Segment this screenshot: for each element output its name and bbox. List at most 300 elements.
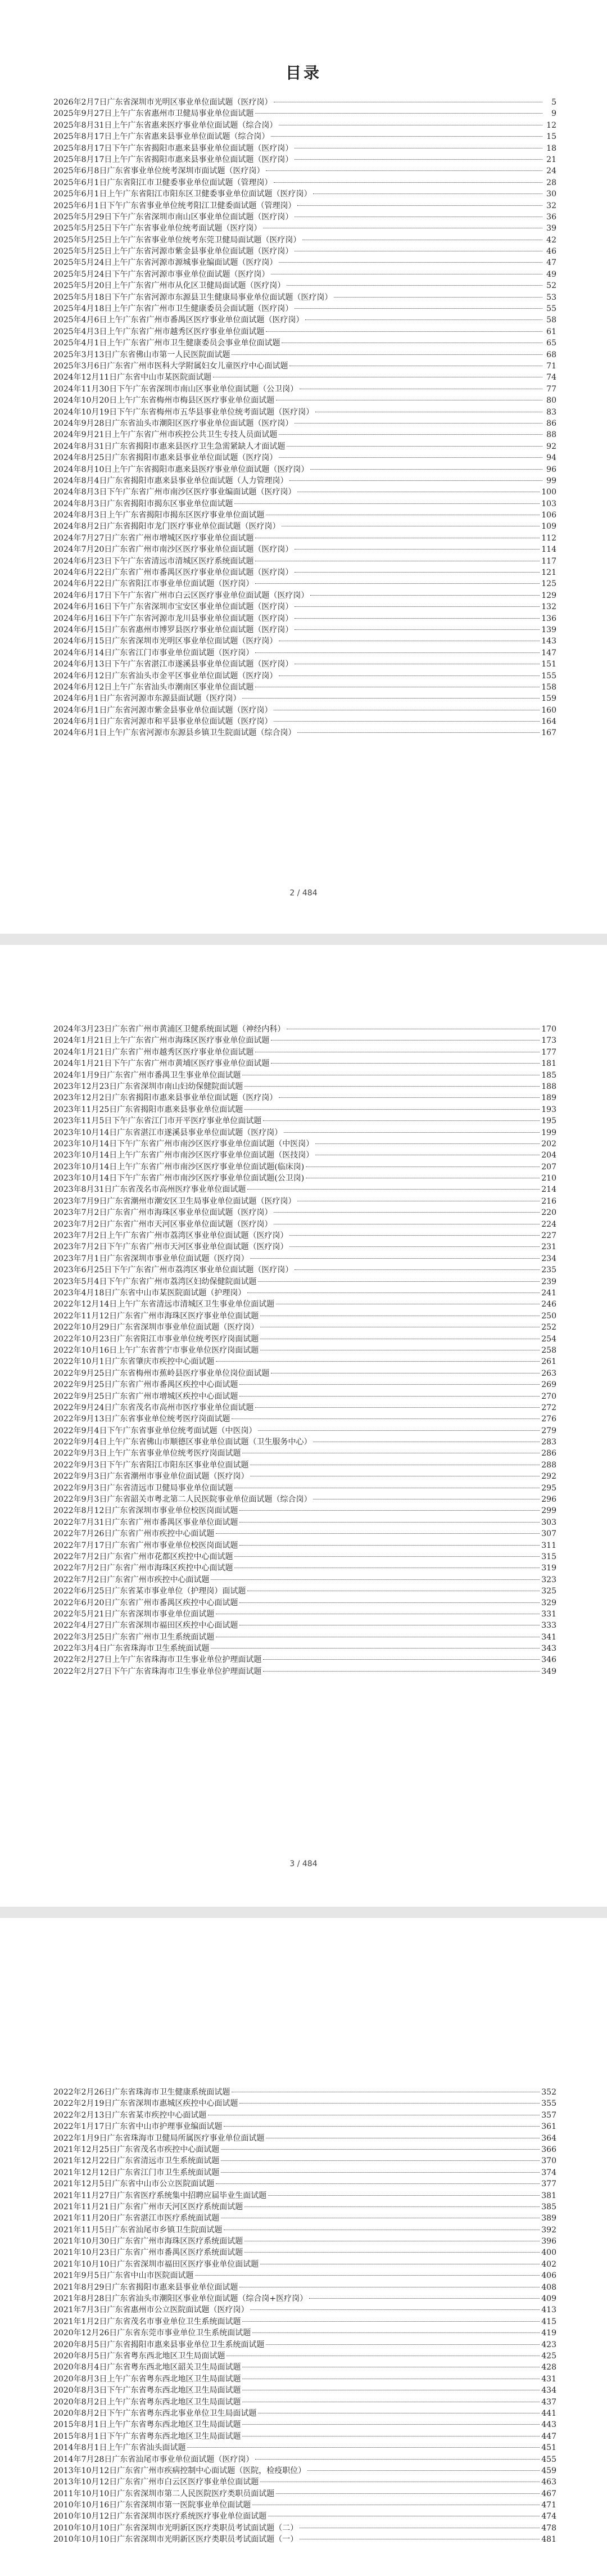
toc-entry[interactable] — [53, 1115, 556, 1127]
toc-entry-title[interactable]: 2022年5月21日广东省深圳市事业单位面试题 — [53, 1609, 215, 1619]
toc-entry-title[interactable]: 2023年12月23日广东省深圳市南山妇幼保健院面试题 — [53, 1082, 243, 1091]
toc-entry-page-number[interactable]: 415 — [541, 2317, 556, 2326]
toc-entry-title[interactable]: 2025年8月17日上午广东省惠来县事业单位面试题（综合岗） — [53, 132, 270, 142]
toc-entry[interactable] — [53, 1632, 556, 1643]
toc-entry-title[interactable]: 2023年7月1日广东省深圳市事业单位面试题（医疗岗） — [53, 1254, 249, 1263]
toc-entry-title[interactable]: 2022年7月31日广东省广州市番禺区事业单位面试题 — [53, 1517, 238, 1527]
toc-entry-page-number[interactable]: 143 — [541, 637, 556, 646]
toc-entry-page-number[interactable]: 235 — [541, 1266, 556, 1275]
toc-entry-title[interactable]: 2022年9月3日广东省韶关市粤北第二人民医院事业单位面试题（综合岗） — [53, 1495, 312, 1505]
toc-entry[interactable] — [53, 314, 556, 326]
toc-entry[interactable] — [53, 544, 556, 555]
toc-entry-page-number[interactable]: 164 — [541, 717, 556, 727]
toc-entry-title[interactable]: 2024年6月16日下午广东省深圳市宝安区事业单位面试题（医疗岗） — [53, 602, 293, 612]
toc-entry[interactable] — [53, 1092, 556, 1104]
toc-entry[interactable] — [53, 1264, 556, 1276]
toc-entry[interactable] — [53, 1666, 556, 1677]
toc-entry-page-number[interactable]: 65 — [546, 339, 556, 348]
toc-entry-page-number[interactable]: 204 — [541, 1151, 556, 1160]
toc-entry-page-number[interactable]: 292 — [541, 1472, 556, 1481]
toc-entry-title[interactable]: 2021年12月5日广东省中山市公立医院面试题 — [53, 2179, 215, 2189]
toc-entry[interactable] — [53, 2121, 556, 2132]
toc-entry[interactable] — [53, 2236, 556, 2247]
toc-entry-title[interactable]: 2023年7月2日广东省广州市天河区事业单位面试题（医疗岗） — [53, 1219, 273, 1229]
toc-entry[interactable] — [53, 636, 556, 647]
toc-entry-title[interactable]: 2021年10月30日广东省广州市海珠区医疗系统面试题 — [53, 2237, 243, 2246]
toc-entry[interactable] — [53, 2442, 556, 2453]
toc-entry[interactable] — [53, 1310, 556, 1322]
toc-entry-title[interactable]: 2022年2月13日广东省某市疾控中心面试题 — [53, 2110, 207, 2120]
toc-entry[interactable] — [53, 2316, 556, 2327]
toc-entry-page-number[interactable]: 21 — [546, 155, 556, 164]
toc-entry-title[interactable]: 2023年6月25日下午广东省广州市荔湾区事业单位面试题（医疗岗） — [53, 1266, 293, 1275]
toc-entry[interactable] — [53, 510, 556, 521]
toc-entry[interactable] — [53, 269, 556, 280]
toc-entry-title[interactable]: 2024年6月1日广东省河源市紫金县事业单位面试题（医疗岗） — [53, 705, 273, 715]
toc-entry[interactable] — [53, 1230, 556, 1241]
toc-entry-title[interactable]: 2023年7月9日广东省潮州市潮安区卫生局事业单位面试题（医疗岗） — [53, 1196, 296, 1206]
toc-entry[interactable] — [53, 2454, 556, 2465]
toc-entry[interactable] — [53, 188, 556, 200]
toc-entry[interactable] — [53, 1379, 556, 1390]
toc-entry-page-number[interactable]: 9 — [551, 109, 556, 119]
toc-entry-title[interactable]: 2010年10月10日广东省深圳市光明新区医疗类职员考试面试题（一） — [53, 2535, 298, 2545]
toc-entry[interactable] — [53, 521, 556, 532]
toc-entry[interactable] — [53, 1287, 556, 1299]
toc-entry[interactable] — [53, 1413, 556, 1425]
toc-entry-page-number[interactable]: 136 — [541, 614, 556, 623]
toc-entry-title[interactable]: 2010年10月16日广东省深圳市第一医院事业单位面试题 — [53, 2501, 251, 2510]
toc-entry-title[interactable]: 2022年9月3日上午广东省事业单位统考医疗岗面试题 — [53, 1449, 241, 1458]
toc-entry[interactable] — [53, 407, 556, 418]
toc-entry-title[interactable]: 2022年7月2日广东省广州市花都区疾控中心面试题 — [53, 1552, 233, 1561]
toc-entry[interactable] — [53, 1024, 556, 1035]
toc-entry-title[interactable]: 2022年3月25日广东省广州市卫生系统面试题 — [53, 1632, 215, 1642]
toc-entry-page-number[interactable]: 132 — [541, 602, 556, 612]
toc-entry-title[interactable]: 2024年8月3日下午广东省广州市南沙区医疗事业编面试题（医疗岗） — [53, 488, 296, 497]
toc-entry-page-number[interactable]: 189 — [541, 1093, 556, 1103]
toc-entry-title[interactable]: 2022年7月2日广东省广州市海珠区疾控中心面试题 — [53, 1564, 233, 1573]
toc-entry-title[interactable]: 2023年8月31日广东省茂名市高州医疗事业单位面试题 — [53, 1185, 246, 1195]
toc-entry[interactable] — [53, 1494, 556, 1505]
toc-entry-page-number[interactable]: 24 — [546, 166, 556, 176]
toc-entry[interactable] — [53, 2224, 556, 2236]
toc-entry-page-number[interactable]: 80 — [546, 396, 556, 406]
toc-entry[interactable] — [53, 1620, 556, 1631]
toc-entry-title[interactable]: 2025年8月31日上午广东省惠来医疗事业单位面试题（综合岗） — [53, 120, 278, 130]
toc-entry-title[interactable]: 2023年10月14日上午广东省广州市南沙区医疗事业单位面试题(临床岗) — [53, 1162, 305, 1172]
toc-entry-page-number[interactable]: 61 — [546, 327, 556, 336]
toc-entry[interactable] — [53, 1035, 556, 1046]
toc-entry-title[interactable]: 2022年11月12日广东省广州市海珠区医疗事业单位面试题 — [53, 1311, 259, 1321]
toc-entry-page-number[interactable]: 423 — [541, 2340, 556, 2349]
toc-entry-page-number[interactable]: 112 — [541, 533, 556, 543]
toc-entry[interactable] — [53, 2339, 556, 2350]
toc-entry-title[interactable]: 2021年11月27日广东省医疗系统集中招聘应届毕业生面试题 — [53, 2191, 267, 2200]
toc-entry-title[interactable]: 2015年8月1日上午广东省粤东西北地区卫生局面试题 — [53, 2420, 241, 2430]
toc-entry-title[interactable]: 2025年6月1日下午广东省事业单位统考阳江卫健委面试题（管理岗） — [53, 201, 296, 210]
toc-entry-page-number[interactable]: 441 — [541, 2408, 556, 2418]
toc-entry-title[interactable]: 2023年11月25日广东省揭阳市惠来县事业单位面试题 — [53, 1105, 243, 1114]
toc-entry-page-number[interactable]: 151 — [541, 660, 556, 669]
toc-entry-title[interactable]: 2020年8月3日上午广东省粤东西北地区卫生局面试题 — [53, 2374, 241, 2384]
toc-entry-title[interactable]: 2025年6月1日广东省阳江市卫健委事业单位面试题（管理岗） — [53, 178, 273, 187]
toc-entry[interactable] — [53, 2144, 556, 2155]
toc-entry-page-number[interactable]: 32 — [546, 201, 556, 210]
toc-entry-page-number[interactable]: 52 — [546, 281, 556, 291]
toc-entry-title[interactable]: 2024年1月21日广东省广州市越秀区医疗事业单位面试题 — [53, 1047, 254, 1057]
toc-entry-title[interactable]: 2023年12月2日广东省揭阳市惠来县事业单位面试题（医疗岗） — [53, 1093, 278, 1103]
toc-entry-title[interactable]: 2021年1月2日广东省茂名市事业单位卫生系统面试题 — [53, 2317, 241, 2326]
toc-entry-page-number[interactable]: 357 — [541, 2110, 556, 2120]
toc-entry-page-number[interactable]: 402 — [541, 2259, 556, 2269]
toc-entry[interactable] — [53, 1356, 556, 1367]
toc-entry[interactable] — [53, 2465, 556, 2476]
toc-entry-page-number[interactable]: 170 — [541, 1025, 556, 1034]
toc-entry[interactable] — [53, 246, 556, 257]
toc-entry-page-number[interactable]: 455 — [541, 2455, 556, 2464]
toc-entry[interactable] — [53, 2110, 556, 2121]
toc-entry-title[interactable]: 2025年3月6日广东省广州市医科大学附属妇女儿童医疗中心面试题 — [53, 361, 288, 371]
toc-entry[interactable] — [53, 143, 556, 154]
toc-entry-title[interactable]: 2025年5月25日下午广东省事业单位统考面试题（医疗岗） — [53, 224, 262, 233]
toc-entry[interactable] — [53, 659, 556, 670]
toc-entry[interactable] — [53, 2327, 556, 2339]
toc-entry[interactable] — [53, 624, 556, 636]
toc-entry-page-number[interactable]: 47 — [546, 258, 556, 268]
toc-entry-page-number[interactable]: 311 — [541, 1541, 556, 1550]
toc-entry[interactable] — [53, 578, 556, 589]
toc-entry-title[interactable]: 2023年7月2日下午广东省广州市天河区事业单位面试题（医疗岗） — [53, 1242, 288, 1252]
toc-entry[interactable] — [53, 292, 556, 303]
toc-entry-title[interactable]: 2024年6月1日广东省河源市东源县面试题（医疗岗） — [53, 694, 241, 704]
toc-entry-title[interactable]: 2023年7月2日上午广东省广州市荔湾区事业单位面试题（医疗岗） — [53, 1231, 288, 1241]
toc-entry-title[interactable]: 2014年7月28日广东省汕尾市事业单位面试题（医疗岗） — [53, 2455, 254, 2464]
toc-entry[interactable] — [53, 2259, 556, 2270]
toc-entry-page-number[interactable]: 315 — [541, 1552, 556, 1561]
toc-entry-title[interactable]: 2022年10月1日广东省肇庆市疾控中心面试题 — [53, 1357, 215, 1367]
toc-entry-title[interactable]: 2013年10月12日广东省广州市疾病控制中心面试题（医院，检疫职位） — [53, 2466, 306, 2475]
toc-entry-title[interactable]: 2022年8月12日广东省深圳市事业单位校医岗面试题 — [53, 1506, 238, 1516]
toc-entry-title[interactable]: 2024年1月21日上午广东省广州市海珠区医疗事业单位面试题 — [53, 1036, 270, 1046]
toc-entry-page-number[interactable]: 299 — [541, 1506, 556, 1516]
toc-entry-page-number[interactable]: 246 — [541, 1300, 556, 1309]
toc-entry-page-number[interactable]: 210 — [541, 1174, 556, 1183]
toc-entry[interactable] — [53, 1505, 556, 1516]
toc-entry[interactable] — [53, 1425, 556, 1436]
toc-entry-title[interactable]: 2020年8月5日广东省揭阳市惠来县事业单位卫生系统面试题 — [53, 2340, 265, 2349]
toc-entry-title[interactable]: 2022年9月24日广东省茂名市高州市医疗事业单位面试题 — [53, 1403, 254, 1412]
toc-entry-title[interactable]: 2025年5月25日上午广东省河源市紫金县事业单位面试题（医疗岗） — [53, 247, 293, 256]
toc-entry[interactable] — [53, 1196, 556, 1207]
toc-entry[interactable] — [53, 2362, 556, 2373]
toc-entry-page-number[interactable]: 463 — [541, 2478, 556, 2487]
toc-entry-page-number[interactable]: 106 — [541, 511, 556, 520]
toc-entry-page-number[interactable]: 392 — [541, 2225, 556, 2235]
toc-entry[interactable] — [53, 1070, 556, 1081]
toc-entry-page-number[interactable]: 94 — [546, 453, 556, 463]
toc-entry[interactable] — [53, 1643, 556, 1654]
toc-entry-title[interactable]: 2024年3月23日广东省广州市黄浦区卫健系统面试题（神经内科） — [53, 1025, 286, 1034]
toc-entry[interactable] — [53, 533, 556, 544]
toc-entry-page-number[interactable]: 431 — [541, 2374, 556, 2384]
toc-entry[interactable] — [53, 1150, 556, 1161]
toc-entry-page-number[interactable]: 30 — [546, 190, 556, 199]
toc-entry[interactable] — [53, 177, 556, 188]
toc-entry-title[interactable]: 2024年6月1日广东省河源市和平县事业单位面试题（医疗岗） — [53, 717, 273, 727]
toc-entry-title[interactable]: 2021年8月29日广东省揭阳市惠来县事业单位面试题 — [53, 2282, 238, 2292]
toc-entry[interactable] — [53, 647, 556, 659]
toc-entry-page-number[interactable]: 92 — [546, 442, 556, 451]
toc-entry-title[interactable]: 2024年6月15日广东省惠州市博罗县医疗事业单位面试题（医疗岗） — [53, 625, 293, 634]
toc-entry[interactable] — [53, 1047, 556, 1058]
toc-entry-title[interactable]: 2025年4月6日上午广东省广州市番禺区医疗事业单位面试题（医疗岗） — [53, 316, 304, 325]
toc-entry-title[interactable]: 2024年6月14日广东省江门市事业单位面试题（医疗岗） — [53, 648, 254, 657]
toc-entry[interactable] — [53, 2397, 556, 2408]
toc-entry[interactable] — [53, 1345, 556, 1356]
toc-entry-title[interactable]: 2025年5月24日下午广东省河源市事业单位面试题（医疗岗） — [53, 269, 270, 279]
toc-entry-title[interactable]: 2025年5月18日下午广东省河源市东源县卫生健康局事业单位面试题（医疗岗） — [53, 292, 333, 302]
toc-entry-page-number[interactable]: 447 — [541, 2431, 556, 2441]
toc-entry[interactable] — [53, 2511, 556, 2522]
toc-entry-title[interactable]: 2021年7月3日广东省惠州市公立医院面试题（医疗岗） — [53, 2305, 249, 2315]
toc-entry-page-number[interactable]: 53 — [546, 292, 556, 302]
toc-entry[interactable] — [53, 395, 556, 406]
toc-entry-page-number[interactable]: 185 — [541, 1070, 556, 1080]
toc-entry-page-number[interactable]: 173 — [541, 1036, 556, 1046]
toc-entry-title[interactable]: 2024年8月3日上午广东省揭阳市揭东区医疗事业单位面试题 — [53, 511, 265, 520]
toc-entry-page-number[interactable]: 199 — [541, 1128, 556, 1137]
toc-entry[interactable] — [53, 1540, 556, 1551]
toc-entry[interactable] — [53, 682, 556, 693]
toc-entry-page-number[interactable]: 224 — [541, 1219, 556, 1229]
toc-entry-title[interactable]: 2014年8月1日上午广东省汕头面试题 — [53, 2443, 186, 2453]
toc-entry-page-number[interactable]: 195 — [541, 1116, 556, 1126]
toc-entry-page-number[interactable]: 216 — [541, 1196, 556, 1206]
toc-entry-title[interactable]: 2023年4月18日广东省中山市某医院面试题（护理岗） — [53, 1288, 246, 1298]
toc-entry-page-number[interactable]: 207 — [541, 1162, 556, 1172]
toc-entry-title[interactable]: 2022年7月2日广东省广州市疾控中心面试题 — [53, 1575, 210, 1584]
toc-entry-page-number[interactable]: 42 — [546, 235, 556, 245]
toc-entry-title[interactable]: 2024年6月22日广东省阳江市事业单位面试题（医疗岗） — [53, 579, 254, 589]
toc-entry-title[interactable]: 2025年9月27日上午广东省惠州市卫健局事业单位面试题 — [53, 109, 254, 119]
toc-entry-page-number[interactable]: 177 — [541, 1047, 556, 1057]
toc-entry-title[interactable]: 2025年4月18日上午广东省广州市卫生健康委员会面试题（医疗岗） — [53, 304, 293, 314]
toc-entry[interactable] — [53, 2476, 556, 2488]
toc-entry-page-number[interactable]: 370 — [541, 2156, 556, 2166]
toc-entry-title[interactable]: 2025年4月3日上午广东省广州市越秀区医疗事业单位面试题 — [53, 327, 265, 336]
toc-entry-page-number[interactable]: 323 — [541, 1575, 556, 1584]
toc-entry-title[interactable]: 2022年10月23日广东省阳江市事业单位统考医疗岗面试题 — [53, 1334, 259, 1344]
toc-entry-page-number[interactable]: 241 — [541, 1288, 556, 1298]
toc-entry-title[interactable]: 2022年9月4日上午广东省佛山市顺德区事业单位面试题（卫生服务中心） — [53, 1438, 312, 1447]
toc-entry-page-number[interactable]: 425 — [541, 2351, 556, 2361]
toc-entry-title[interactable]: 2024年12月11日广东省中山市某医院面试题 — [53, 373, 212, 382]
toc-entry-title[interactable]: 2010年10月12日广东省深圳市医疗系统医疗事业单位面试题 — [53, 2512, 267, 2521]
toc-entry-title[interactable]: 2024年8月25日广东省揭阳市惠来县事业单位面试题（医疗岗） — [53, 453, 278, 463]
toc-entry[interactable] — [53, 2282, 556, 2293]
toc-entry-page-number[interactable]: 158 — [541, 682, 556, 692]
toc-entry-title[interactable]: 2020年8月2日上午广东省粤东西北地区卫生局面试题 — [53, 2397, 241, 2407]
toc-entry[interactable] — [53, 257, 556, 268]
toc-entry-title[interactable]: 2024年8月31日广东省揭阳市惠来县医疗卫生急需紧缺人才面试题 — [53, 442, 286, 451]
toc-entry[interactable] — [53, 716, 556, 727]
toc-entry-page-number[interactable]: 88 — [546, 430, 556, 440]
toc-entry-page-number[interactable]: 83 — [546, 407, 556, 417]
toc-entry-page-number[interactable]: 188 — [541, 1082, 556, 1091]
toc-entry-page-number[interactable]: 279 — [541, 1426, 556, 1435]
toc-entry-page-number[interactable]: 220 — [541, 1208, 556, 1218]
toc-entry[interactable] — [53, 1517, 556, 1528]
toc-entry-page-number[interactable]: 443 — [541, 2420, 556, 2430]
toc-entry-page-number[interactable]: 467 — [541, 2489, 556, 2498]
toc-entry-title[interactable]: 2024年10月20日上午广东省梅州市梅县区医疗事业单位面试题 — [53, 396, 275, 406]
toc-entry[interactable] — [53, 97, 556, 108]
toc-entry-title[interactable]: 2022年1月17日广东省中山市护理事业编面试题 — [53, 2122, 223, 2132]
toc-entry[interactable] — [53, 1058, 556, 1069]
toc-entry-page-number[interactable]: 413 — [541, 2305, 556, 2315]
toc-entry[interactable] — [53, 2488, 556, 2500]
toc-entry-title[interactable]: 2021年11月5日广东省汕尾市乡镇卫生院面试题 — [53, 2225, 223, 2235]
toc-entry[interactable] — [53, 1299, 556, 1310]
toc-entry[interactable] — [53, 223, 556, 234]
toc-entry-title[interactable]: 2021年10月10日广东省深圳市福田区医疗事业单位面试题 — [53, 2259, 259, 2269]
toc-entry[interactable] — [53, 384, 556, 395]
toc-entry[interactable] — [53, 475, 556, 487]
toc-entry[interactable] — [53, 452, 556, 463]
toc-entry[interactable] — [53, 2087, 556, 2098]
toc-entry[interactable] — [53, 108, 556, 119]
toc-entry[interactable] — [53, 1574, 556, 1586]
toc-entry-page-number[interactable]: 296 — [541, 1495, 556, 1505]
toc-entry[interactable] — [53, 337, 556, 349]
toc-entry-page-number[interactable]: 55 — [546, 304, 556, 314]
toc-entry[interactable] — [53, 429, 556, 440]
toc-entry-page-number[interactable]: 333 — [541, 1621, 556, 1631]
toc-entry-title[interactable]: 2025年5月20日上午广东省广州市从化区卫健局面试题（医疗岗） — [53, 281, 286, 291]
toc-entry-page-number[interactable]: 419 — [541, 2329, 556, 2338]
toc-entry-title[interactable]: 2022年2月19日广东省深圳市惠城区疾控中心面试题 — [53, 2099, 238, 2109]
toc-entry-page-number[interactable]: 234 — [541, 1254, 556, 1263]
toc-entry[interactable] — [53, 372, 556, 383]
toc-entry-page-number[interactable]: 263 — [541, 1368, 556, 1378]
toc-entry[interactable] — [53, 2213, 556, 2224]
toc-entry-page-number[interactable]: 227 — [541, 1231, 556, 1241]
toc-entry-page-number[interactable]: 159 — [541, 694, 556, 704]
toc-entry-page-number[interactable]: 109 — [541, 522, 556, 532]
toc-entry[interactable] — [53, 235, 556, 246]
toc-entry-page-number[interactable]: 96 — [546, 465, 556, 474]
toc-entry-page-number[interactable]: 400 — [541, 2248, 556, 2258]
toc-entry[interactable] — [53, 1551, 556, 1562]
toc-entry[interactable] — [53, 2500, 556, 2511]
toc-entry[interactable] — [53, 2419, 556, 2430]
toc-entry-title[interactable]: 2015年8月1日下午广东省粤东西北地区卫生局面试题 — [53, 2431, 241, 2441]
toc-entry[interactable] — [53, 1173, 556, 1184]
toc-entry-title[interactable]: 2022年9月25日广东省广州市增城区疾控中心面试题 — [53, 1391, 238, 1401]
toc-entry[interactable] — [53, 2408, 556, 2419]
toc-entry-title[interactable]: 2024年7月27日广东省广州市增城区医疗事业单位面试题 — [53, 533, 254, 543]
toc-entry-title[interactable]: 2025年4月1日上午广东省广州市卫生健康委员会事业单位面试题 — [53, 339, 280, 348]
toc-entry-title[interactable]: 2022年2月26日广东省珠海市卫生健康系统面试题 — [53, 2088, 230, 2097]
toc-entry-page-number[interactable]: 160 — [541, 705, 556, 715]
toc-entry-page-number[interactable]: 349 — [541, 1667, 556, 1676]
toc-entry-title[interactable]: 2024年6月16日下午广东省河源市龙川县事业单位面试题（医疗岗） — [53, 614, 293, 623]
toc-entry-page-number[interactable]: 364 — [541, 2133, 556, 2143]
toc-entry-page-number[interactable]: 100 — [541, 488, 556, 497]
toc-entry-page-number[interactable]: 361 — [541, 2122, 556, 2132]
toc-entry-page-number[interactable]: 214 — [541, 1185, 556, 1195]
toc-entry-page-number[interactable]: 86 — [546, 418, 556, 428]
toc-entry-title[interactable]: 2022年6月25日广东省某市事业单位（护理岗）面试题 — [53, 1587, 246, 1596]
toc-entry[interactable] — [53, 670, 556, 682]
toc-entry-page-number[interactable]: 125 — [541, 579, 556, 589]
toc-entry[interactable] — [53, 165, 556, 177]
toc-entry-title[interactable]: 2025年3月13日广东省佛山市第一人民医院面试题 — [53, 350, 230, 359]
toc-entry-title[interactable]: 2024年6月22日广东省广州市番禺区医疗事业单位面试题（医疗岗） — [53, 568, 293, 578]
toc-entry[interactable] — [53, 1436, 556, 1448]
toc-entry-page-number[interactable]: 451 — [541, 2443, 556, 2453]
toc-entry-title[interactable]: 2021年11月21日广东省广州市天河区医疗系统面试题 — [53, 2202, 243, 2212]
toc-entry[interactable] — [53, 326, 556, 337]
toc-entry-page-number[interactable]: 355 — [541, 2099, 556, 2109]
toc-entry[interactable] — [53, 590, 556, 601]
toc-entry[interactable] — [53, 498, 556, 510]
toc-entry-title[interactable]: 2022年7月17日广东省广州市事业单位校医岗面试题 — [53, 1541, 238, 1550]
toc-entry[interactable] — [53, 1609, 556, 1620]
toc-entry[interactable] — [53, 2098, 556, 2109]
toc-entry[interactable] — [53, 1184, 556, 1195]
toc-entry-title[interactable]: 2024年6月17日下午广东省广州市白云区医疗事业单位面试题（医疗岗） — [53, 591, 309, 600]
toc-entry-title[interactable]: 2025年5月29日下午广东省深圳市南山区事业单位面试题（医疗岗） — [53, 212, 293, 222]
toc-entry[interactable] — [53, 154, 556, 165]
toc-entry[interactable] — [53, 1528, 556, 1539]
toc-entry-page-number[interactable]: 49 — [546, 269, 556, 279]
toc-entry[interactable] — [53, 2201, 556, 2213]
toc-entry[interactable] — [53, 1402, 556, 1413]
toc-entry-title[interactable]: 2024年6月13日下午广东省湛江市遂溪县事业单位面试题（医疗岗） — [53, 660, 293, 669]
toc-entry-title[interactable]: 2013年10月12日广东省广州市白云区医疗事业单位面试题 — [53, 2478, 259, 2487]
toc-entry-page-number[interactable]: 254 — [541, 1334, 556, 1344]
toc-entry-page-number[interactable]: 231 — [541, 1242, 556, 1252]
toc-entry-page-number[interactable]: 261 — [541, 1357, 556, 1367]
toc-entry[interactable] — [53, 2133, 556, 2144]
toc-entry-title[interactable]: 2022年12月14日上午广东省清远市清城区卫生事业单位面试题 — [53, 1300, 275, 1309]
toc-entry-page-number[interactable]: 286 — [541, 1449, 556, 1458]
toc-entry-title[interactable]: 2025年8月17日下午广东省揭阳市惠来县事业单位面试题（医疗岗） — [53, 143, 293, 153]
toc-entry-title[interactable]: 2025年6月8日广东省事业单位统考深圳市面试题（医疗岗） — [53, 166, 265, 176]
toc-entry-page-number[interactable]: 288 — [541, 1460, 556, 1470]
toc-entry[interactable] — [53, 349, 556, 361]
toc-entry-page-number[interactable]: 283 — [541, 1438, 556, 1447]
toc-entry-title[interactable]: 2021年12月25日广东省茂名市疾控中心面试题 — [53, 2145, 220, 2154]
toc-entry-page-number[interactable]: 99 — [546, 476, 556, 485]
toc-entry-page-number[interactable]: 303 — [541, 1517, 556, 1527]
toc-entry-page-number[interactable]: 307 — [541, 1529, 556, 1539]
toc-entry-title[interactable]: 2022年9月4日下午广东省事业单位统考面试题（中医岗） — [53, 1426, 257, 1435]
toc-entry-page-number[interactable]: 276 — [541, 1415, 556, 1424]
toc-entry[interactable] — [53, 1562, 556, 1574]
toc-entry-title[interactable]: 2023年10月14日上午广东省广州市南沙区医疗事业单位面试题（医技岗） — [53, 1151, 314, 1160]
toc-entry[interactable] — [53, 1138, 556, 1150]
toc-entry-page-number[interactable]: 117 — [541, 556, 556, 566]
toc-entry-page-number[interactable]: 12 — [546, 120, 556, 130]
toc-entry[interactable] — [53, 705, 556, 716]
toc-entry-page-number[interactable]: 329 — [541, 1598, 556, 1607]
toc-entry-title[interactable]: 2021年12月12日广东省江门市卫生系统面试题 — [53, 2168, 220, 2177]
toc-entry[interactable] — [53, 1127, 556, 1138]
toc-entry-title[interactable]: 2020年8月5日广东省粤东西北地区卫生局面试题 — [53, 2351, 225, 2361]
